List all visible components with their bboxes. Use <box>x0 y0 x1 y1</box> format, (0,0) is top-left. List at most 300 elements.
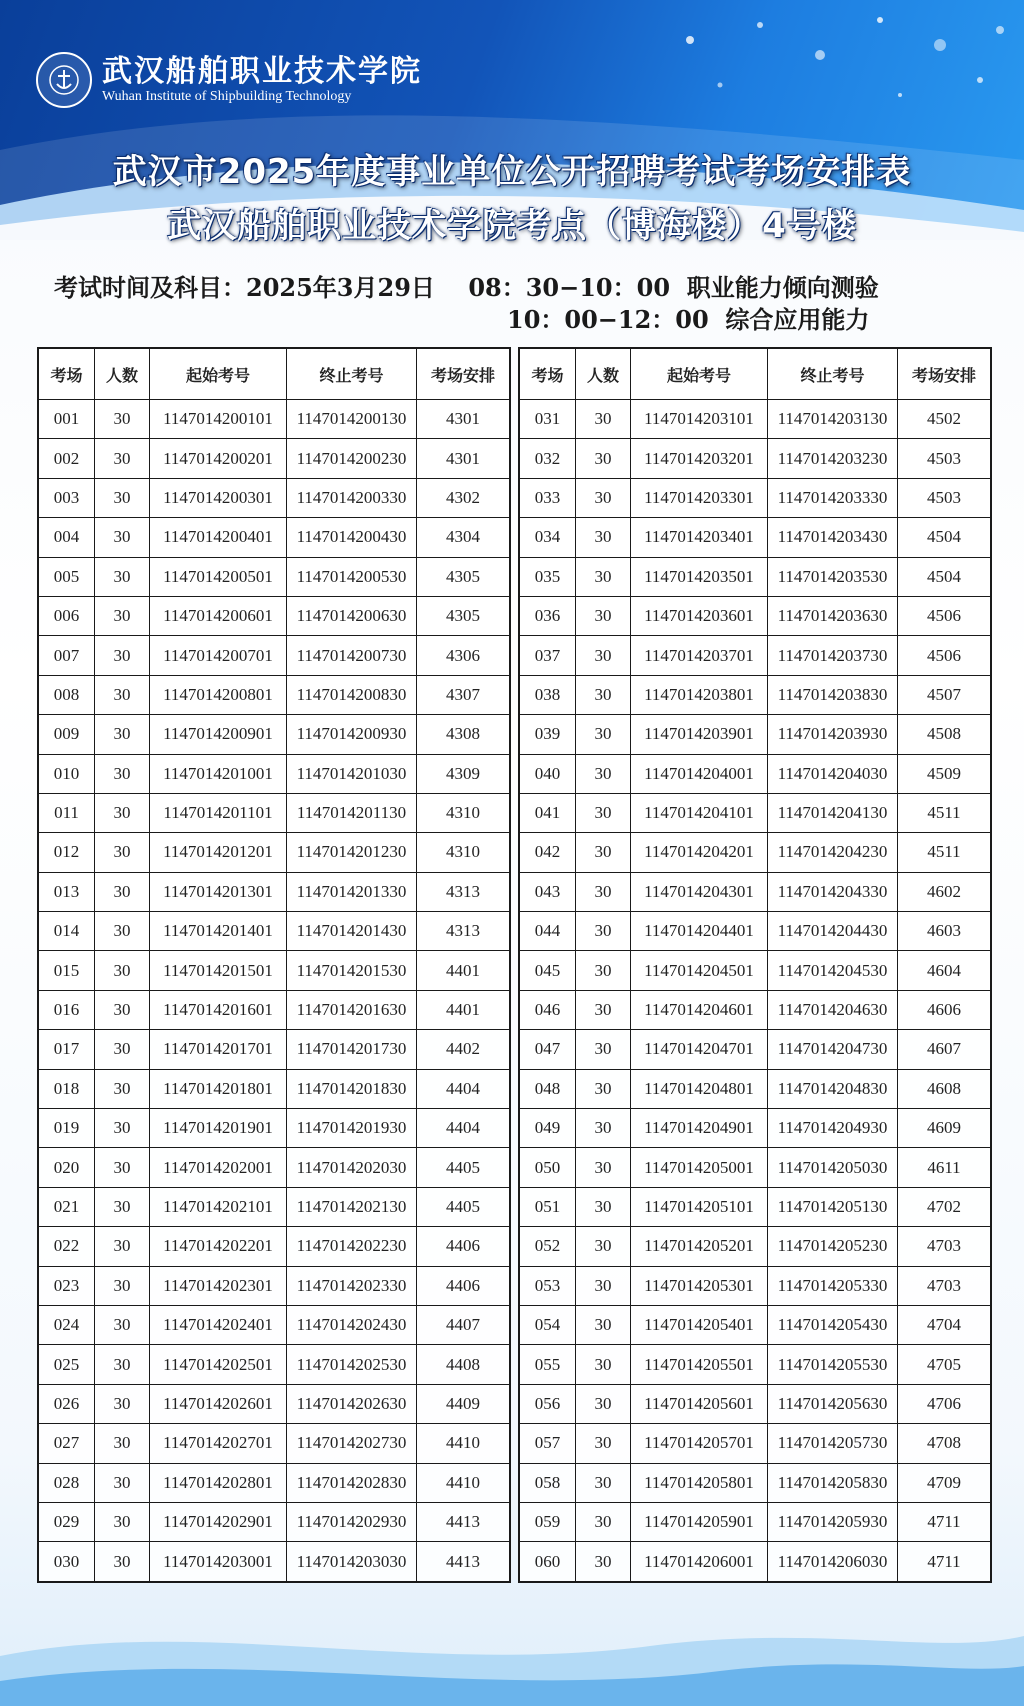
start-exam-number: 1147014202101 <box>150 1187 287 1226</box>
room-location: 4305 <box>417 596 511 635</box>
start-exam-number: 1147014204901 <box>631 1109 768 1148</box>
end-exam-number: 1147014203830 <box>768 675 898 714</box>
room-number: 017 <box>38 1030 95 1069</box>
table-row <box>38 636 510 675</box>
start-exam-number: 1147014202301 <box>150 1266 287 1305</box>
start-exam-number: 1147014202601 <box>150 1384 287 1423</box>
end-exam-number: 1147014205330 <box>768 1266 898 1305</box>
end-exam-number: 1147014204130 <box>768 793 898 832</box>
start-exam-number: 1147014205401 <box>631 1305 768 1344</box>
col-header-start: 起始考号 <box>150 348 287 400</box>
room-location: 4503 <box>898 478 992 517</box>
end-exam-number: 1147014203730 <box>768 636 898 675</box>
start-exam-number: 1147014205101 <box>631 1187 768 1226</box>
start-exam-number: 1147014201801 <box>150 1069 287 1108</box>
table-row <box>38 478 510 517</box>
room-location: 4413 <box>417 1502 511 1541</box>
room-number: 010 <box>38 754 95 793</box>
start-exam-number: 1147014205701 <box>631 1424 768 1463</box>
start-exam-number: 1147014204001 <box>631 754 768 793</box>
start-exam-number: 1147014201901 <box>150 1109 287 1148</box>
slot1-time: 08：30−10：00 <box>468 273 671 302</box>
table-row <box>38 1148 510 1187</box>
table-row <box>38 912 510 951</box>
candidate-count: 30 <box>95 1148 150 1187</box>
room-location: 4302 <box>417 478 511 517</box>
room-number: 030 <box>38 1542 95 1582</box>
table-row <box>38 951 510 990</box>
candidate-count: 30 <box>95 1542 150 1582</box>
start-exam-number: 1147014205001 <box>631 1148 768 1187</box>
table-row <box>519 1384 991 1423</box>
room-number: 007 <box>38 636 95 675</box>
room-number: 016 <box>38 990 95 1029</box>
candidate-count: 30 <box>95 1266 150 1305</box>
table-row <box>38 557 510 596</box>
room-number: 014 <box>38 912 95 951</box>
room-number: 054 <box>519 1305 576 1344</box>
candidate-count: 30 <box>576 1069 631 1108</box>
end-exam-number: 1147014201630 <box>287 990 417 1029</box>
anchor-emblem-icon <box>36 52 92 108</box>
col-header-room: 考场 <box>38 348 95 400</box>
candidate-count: 30 <box>576 439 631 478</box>
room-number: 009 <box>38 715 95 754</box>
candidate-count: 30 <box>95 1227 150 1266</box>
col-header-count: 人数 <box>576 348 631 400</box>
end-exam-number: 1147014200330 <box>287 478 417 517</box>
table-row <box>519 675 991 714</box>
room-location: 4401 <box>417 951 511 990</box>
candidate-count: 30 <box>576 596 631 635</box>
start-exam-number: 1147014201201 <box>150 833 287 872</box>
start-exam-number: 1147014200401 <box>150 518 287 557</box>
candidate-count: 30 <box>95 1305 150 1344</box>
table-row <box>519 1187 991 1226</box>
table-row <box>519 518 991 557</box>
end-exam-number: 1147014202630 <box>287 1384 417 1423</box>
start-exam-number: 1147014203301 <box>631 478 768 517</box>
room-number: 012 <box>38 833 95 872</box>
start-exam-number: 1147014205301 <box>631 1266 768 1305</box>
room-location: 4310 <box>417 793 511 832</box>
start-exam-number: 1147014204801 <box>631 1069 768 1108</box>
end-exam-number: 1147014200530 <box>287 557 417 596</box>
end-exam-number: 1147014203330 <box>768 478 898 517</box>
table-row <box>519 478 991 517</box>
room-location: 4711 <box>898 1542 992 1582</box>
col-header-location: 考场安排 <box>417 348 511 400</box>
table-row <box>519 1305 991 1344</box>
end-exam-number: 1147014204430 <box>768 912 898 951</box>
room-location: 4406 <box>417 1227 511 1266</box>
room-location: 4313 <box>417 912 511 951</box>
start-exam-number: 1147014201701 <box>150 1030 287 1069</box>
start-exam-number: 1147014204701 <box>631 1030 768 1069</box>
room-location: 4307 <box>417 675 511 714</box>
table-row <box>38 1502 510 1541</box>
end-exam-number: 1147014203230 <box>768 439 898 478</box>
room-location: 4408 <box>417 1345 511 1384</box>
table-row <box>519 1109 991 1148</box>
start-exam-number: 1147014204201 <box>631 833 768 872</box>
start-exam-number: 1147014203701 <box>631 636 768 675</box>
candidate-count: 30 <box>95 557 150 596</box>
start-exam-number: 1147014202901 <box>150 1502 287 1541</box>
candidate-count: 30 <box>95 675 150 714</box>
candidate-count: 30 <box>576 1187 631 1226</box>
start-exam-number: 1147014203101 <box>631 400 768 439</box>
candidate-count: 30 <box>576 478 631 517</box>
start-exam-number: 1147014200201 <box>150 439 287 478</box>
table-row <box>519 793 991 832</box>
end-exam-number: 1147014205730 <box>768 1424 898 1463</box>
room-location: 4413 <box>417 1542 511 1582</box>
school-name-cn: 武汉船舶职业技术学院 <box>102 54 422 89</box>
room-location: 4506 <box>898 596 992 635</box>
start-exam-number: 1147014200901 <box>150 715 287 754</box>
candidate-count: 30 <box>95 636 150 675</box>
table-row <box>38 439 510 478</box>
candidate-count: 30 <box>95 1463 150 1502</box>
start-exam-number: 1147014200701 <box>150 636 287 675</box>
end-exam-number: 1147014205130 <box>768 1187 898 1226</box>
table-header-row <box>519 348 991 400</box>
room-number: 019 <box>38 1109 95 1148</box>
room-number: 005 <box>38 557 95 596</box>
start-exam-number: 1147014203501 <box>631 557 768 596</box>
candidate-count: 30 <box>95 833 150 872</box>
table-row <box>519 990 991 1029</box>
room-number: 008 <box>38 675 95 714</box>
schedule-table-right <box>518 347 992 1583</box>
start-exam-number: 1147014201501 <box>150 951 287 990</box>
table-row <box>519 872 991 911</box>
end-exam-number: 1147014206030 <box>768 1542 898 1582</box>
col-header-start: 起始考号 <box>631 348 768 400</box>
room-number: 011 <box>38 793 95 832</box>
table-row <box>38 715 510 754</box>
table-row <box>519 1424 991 1463</box>
room-location: 4405 <box>417 1148 511 1187</box>
table-row <box>38 1345 510 1384</box>
room-location: 4607 <box>898 1030 992 1069</box>
start-exam-number: 1147014200501 <box>150 557 287 596</box>
table-row <box>38 833 510 872</box>
room-location: 4504 <box>898 518 992 557</box>
room-number: 045 <box>519 951 576 990</box>
table-row <box>38 1266 510 1305</box>
room-location: 4606 <box>898 990 992 1029</box>
candidate-count: 30 <box>576 1384 631 1423</box>
end-exam-number: 1147014200430 <box>287 518 417 557</box>
room-location: 4409 <box>417 1384 511 1423</box>
table-header-row <box>38 348 510 400</box>
table-row <box>38 793 510 832</box>
school-name-en: Wuhan Institute of Shipbuilding Technology <box>102 89 352 104</box>
start-exam-number: 1147014205501 <box>631 1345 768 1384</box>
room-location: 4709 <box>898 1463 992 1502</box>
end-exam-number: 1147014205830 <box>768 1463 898 1502</box>
room-location: 4405 <box>417 1187 511 1226</box>
room-number: 033 <box>519 478 576 517</box>
room-number: 040 <box>519 754 576 793</box>
room-location: 4406 <box>417 1266 511 1305</box>
end-exam-number: 1147014201030 <box>287 754 417 793</box>
end-exam-number: 1147014201230 <box>287 833 417 872</box>
candidate-count: 30 <box>576 1109 631 1148</box>
room-number: 032 <box>519 439 576 478</box>
table-row <box>519 1542 991 1582</box>
candidate-count: 30 <box>576 1463 631 1502</box>
start-exam-number: 1147014203401 <box>631 518 768 557</box>
exam-time-row-2 <box>507 300 869 335</box>
candidate-count: 30 <box>576 754 631 793</box>
room-location: 4708 <box>898 1424 992 1463</box>
end-exam-number: 1147014204030 <box>768 754 898 793</box>
candidate-count: 30 <box>576 872 631 911</box>
room-location: 4404 <box>417 1069 511 1108</box>
end-exam-number: 1147014205930 <box>768 1502 898 1541</box>
candidate-count: 30 <box>576 518 631 557</box>
room-location: 4502 <box>898 400 992 439</box>
end-exam-number: 1147014203030 <box>287 1542 417 1582</box>
schedule-table-left <box>37 347 511 1583</box>
candidate-count: 30 <box>576 912 631 951</box>
room-location: 4511 <box>898 833 992 872</box>
end-exam-number: 1147014203630 <box>768 596 898 635</box>
table-row <box>38 1384 510 1423</box>
room-number: 025 <box>38 1345 95 1384</box>
table-row <box>519 1069 991 1108</box>
candidate-count: 30 <box>576 793 631 832</box>
room-number: 042 <box>519 833 576 872</box>
table-row <box>519 1345 991 1384</box>
room-location: 4604 <box>898 951 992 990</box>
candidate-count: 30 <box>576 990 631 1029</box>
room-number: 031 <box>519 400 576 439</box>
room-location: 4508 <box>898 715 992 754</box>
candidate-count: 30 <box>95 1030 150 1069</box>
start-exam-number: 1147014205201 <box>631 1227 768 1266</box>
candidate-count: 30 <box>95 715 150 754</box>
table-row <box>38 1542 510 1582</box>
end-exam-number: 1147014202930 <box>287 1502 417 1541</box>
end-exam-number: 1147014201330 <box>287 872 417 911</box>
end-exam-number: 1147014204530 <box>768 951 898 990</box>
room-number: 026 <box>38 1384 95 1423</box>
table-row <box>38 1305 510 1344</box>
room-location: 4410 <box>417 1463 511 1502</box>
start-exam-number: 1147014204601 <box>631 990 768 1029</box>
room-location: 4401 <box>417 990 511 1029</box>
table-row <box>519 596 991 635</box>
start-exam-number: 1147014204101 <box>631 793 768 832</box>
table-row <box>38 990 510 1029</box>
room-location: 4308 <box>417 715 511 754</box>
table-row <box>38 675 510 714</box>
slot2-subject: 综合应用能力 <box>725 305 870 334</box>
room-number: 013 <box>38 872 95 911</box>
candidate-count: 30 <box>576 1345 631 1384</box>
candidate-count: 30 <box>576 1502 631 1541</box>
end-exam-number: 1147014204330 <box>768 872 898 911</box>
room-number: 024 <box>38 1305 95 1344</box>
slot2-time: 10：00−12：00 <box>507 305 709 334</box>
end-exam-number: 1147014200630 <box>287 596 417 635</box>
table-row <box>519 439 991 478</box>
candidate-count: 30 <box>576 1148 631 1187</box>
start-exam-number: 1147014201601 <box>150 990 287 1029</box>
table-row <box>38 1187 510 1226</box>
table-row <box>38 1069 510 1108</box>
room-number: 043 <box>519 872 576 911</box>
candidate-count: 30 <box>95 1069 150 1108</box>
room-location: 4313 <box>417 872 511 911</box>
start-exam-number: 1147014202701 <box>150 1424 287 1463</box>
room-location: 4611 <box>898 1148 992 1187</box>
end-exam-number: 1147014204730 <box>768 1030 898 1069</box>
candidate-count: 30 <box>95 872 150 911</box>
room-location: 4705 <box>898 1345 992 1384</box>
room-location: 4305 <box>417 557 511 596</box>
candidate-count: 30 <box>576 400 631 439</box>
end-exam-number: 1147014201730 <box>287 1030 417 1069</box>
start-exam-number: 1147014204301 <box>631 872 768 911</box>
table-row <box>519 400 991 439</box>
room-number: 027 <box>38 1424 95 1463</box>
room-number: 048 <box>519 1069 576 1108</box>
candidate-count: 30 <box>95 1424 150 1463</box>
room-location: 4602 <box>898 872 992 911</box>
room-number: 046 <box>519 990 576 1029</box>
table-row <box>38 1227 510 1266</box>
candidate-count: 30 <box>95 951 150 990</box>
end-exam-number: 1147014203930 <box>768 715 898 754</box>
exam-time-label: 考试时间及科目： <box>54 273 246 302</box>
table-row <box>519 1502 991 1541</box>
table-body-right <box>519 400 991 1582</box>
room-location: 4609 <box>898 1109 992 1148</box>
room-location: 4608 <box>898 1069 992 1108</box>
room-number: 055 <box>519 1345 576 1384</box>
candidate-count: 30 <box>576 1424 631 1463</box>
candidate-count: 30 <box>576 1266 631 1305</box>
room-number: 018 <box>38 1069 95 1108</box>
start-exam-number: 1147014202501 <box>150 1345 287 1384</box>
start-exam-number: 1147014201301 <box>150 872 287 911</box>
room-number: 001 <box>38 400 95 439</box>
end-exam-number: 1147014202330 <box>287 1266 417 1305</box>
room-location: 4301 <box>417 439 511 478</box>
col-header-end: 终止考号 <box>287 348 417 400</box>
start-exam-number: 1147014201101 <box>150 793 287 832</box>
start-exam-number: 1147014204401 <box>631 912 768 951</box>
end-exam-number: 1147014201930 <box>287 1109 417 1148</box>
candidate-count: 30 <box>95 990 150 1029</box>
table-row <box>519 1463 991 1502</box>
start-exam-number: 1147014203601 <box>631 596 768 635</box>
candidate-count: 30 <box>95 1109 150 1148</box>
candidate-count: 30 <box>95 1502 150 1541</box>
start-exam-number: 1147014205601 <box>631 1384 768 1423</box>
end-exam-number: 1147014201430 <box>287 912 417 951</box>
end-exam-number: 1147014202530 <box>287 1345 417 1384</box>
col-header-count: 人数 <box>95 348 150 400</box>
room-number: 035 <box>519 557 576 596</box>
table-row <box>519 715 991 754</box>
table-row <box>38 400 510 439</box>
room-number: 037 <box>519 636 576 675</box>
end-exam-number: 1147014200230 <box>287 439 417 478</box>
room-number: 021 <box>38 1187 95 1226</box>
room-number: 028 <box>38 1463 95 1502</box>
start-exam-number: 1147014200801 <box>150 675 287 714</box>
end-exam-number: 1147014205230 <box>768 1227 898 1266</box>
room-number: 057 <box>519 1424 576 1463</box>
table-row <box>38 872 510 911</box>
table-row <box>519 1227 991 1266</box>
room-location: 4503 <box>898 439 992 478</box>
col-header-location: 考场安排 <box>898 348 992 400</box>
end-exam-number: 1147014200130 <box>287 400 417 439</box>
start-exam-number: 1147014201001 <box>150 754 287 793</box>
candidate-count: 30 <box>95 1384 150 1423</box>
room-location: 4410 <box>417 1424 511 1463</box>
end-exam-number: 1147014203430 <box>768 518 898 557</box>
room-number: 053 <box>519 1266 576 1305</box>
room-location: 4706 <box>898 1384 992 1423</box>
col-header-room: 考场 <box>519 348 576 400</box>
room-location: 4703 <box>898 1266 992 1305</box>
table-body-left <box>38 400 510 1582</box>
start-exam-number: 1147014202001 <box>150 1148 287 1187</box>
candidate-count: 30 <box>576 675 631 714</box>
end-exam-number: 1147014203530 <box>768 557 898 596</box>
room-location: 4310 <box>417 833 511 872</box>
table-row <box>38 1109 510 1148</box>
table-row <box>519 1266 991 1305</box>
room-number: 038 <box>519 675 576 714</box>
room-number: 041 <box>519 793 576 832</box>
room-number: 044 <box>519 912 576 951</box>
end-exam-number: 1147014205430 <box>768 1305 898 1344</box>
room-location: 4402 <box>417 1030 511 1069</box>
slot1-subject: 职业能力倾向测验 <box>686 273 879 302</box>
start-exam-number: 1147014201401 <box>150 912 287 951</box>
end-exam-number: 1147014202030 <box>287 1148 417 1187</box>
room-location: 4703 <box>898 1227 992 1266</box>
end-exam-number: 1147014204630 <box>768 990 898 1029</box>
candidate-count: 30 <box>576 557 631 596</box>
candidate-count: 30 <box>576 1542 631 1582</box>
table-row <box>38 1030 510 1069</box>
end-exam-number: 1147014202130 <box>287 1187 417 1226</box>
table-row <box>38 1424 510 1463</box>
start-exam-number: 1147014205901 <box>631 1502 768 1541</box>
room-number: 023 <box>38 1266 95 1305</box>
room-location: 4603 <box>898 912 992 951</box>
room-number: 034 <box>519 518 576 557</box>
table-row <box>38 1463 510 1502</box>
candidate-count: 30 <box>576 1227 631 1266</box>
table-row <box>519 754 991 793</box>
candidate-count: 30 <box>576 1305 631 1344</box>
room-location: 4304 <box>417 518 511 557</box>
table-row <box>519 951 991 990</box>
room-location: 4711 <box>898 1502 992 1541</box>
room-location: 4306 <box>417 636 511 675</box>
